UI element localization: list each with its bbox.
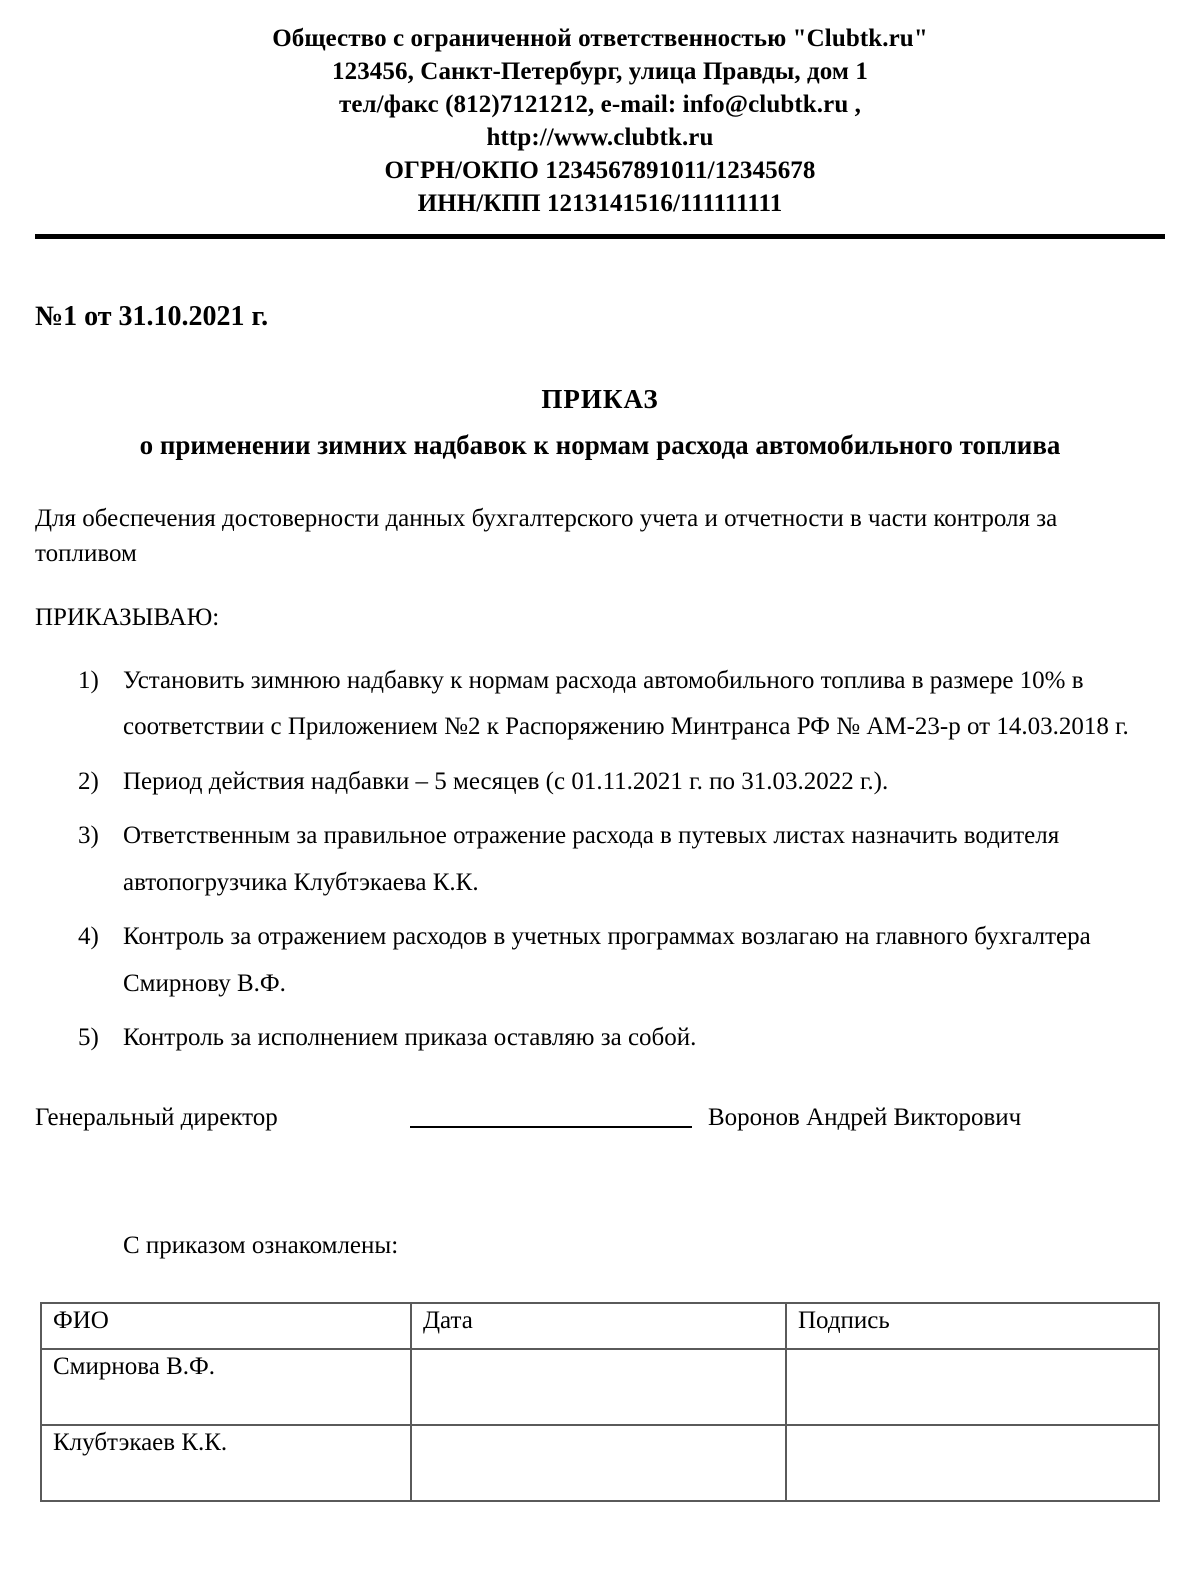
clause-text: Контроль за отражением расходов в учетных программах возлагаю на главного бухгалтера Смирнову В.Ф.	[123, 923, 1091, 997]
page-title: ПРИКАЗ	[541, 384, 659, 414]
signatory-role: Генеральный директор	[35, 1103, 278, 1131]
list-item	[78, 658, 1163, 751]
clause-marker: 5)	[78, 1024, 99, 1052]
acknowledgement-label: С приказом ознакомлены:	[123, 1231, 399, 1259]
cell-date[interactable]	[411, 1425, 786, 1501]
column-header-fio: ФИО	[41, 1303, 411, 1349]
cell-signature[interactable]	[786, 1425, 1159, 1501]
clause-marker: 2)	[78, 767, 99, 795]
header-divider	[35, 234, 1165, 239]
cell-fio: Клубтэкаев К.К.	[41, 1425, 411, 1501]
table-row	[41, 1425, 1159, 1501]
clause-text: Контроль за исполнением приказа оставляю за собой.	[123, 1024, 697, 1052]
letterhead	[0, 0, 1200, 220]
signature-line	[410, 1100, 692, 1128]
list-item	[78, 813, 1163, 906]
clause-list	[0, 658, 1200, 1062]
list-item	[78, 914, 1163, 1007]
clause-text: Ответственным за правильное отражение расхода в путевых листах назначить водителя автопогрузчика Клубтэкаева К.К.	[123, 822, 1060, 896]
cell-date[interactable]	[411, 1349, 786, 1425]
page-subtitle: о применении зимних надбавок к нормам расхода автомобильного топлива	[139, 430, 1061, 461]
column-header-date: Дата	[411, 1303, 786, 1349]
title-block	[0, 380, 1200, 465]
acknowledgement-table	[40, 1302, 1160, 1502]
table-row	[41, 1349, 1159, 1425]
signatory-name: Воронов Андрей Викторович	[708, 1103, 1022, 1131]
list-item	[78, 759, 1163, 806]
list-item	[78, 1015, 1163, 1062]
column-header-signature: Подпись	[786, 1303, 1159, 1349]
clause-text: Период действия надбавки – 5 месяцев (с 01.11.2021 г. по 31.03.2022 г.).	[123, 767, 889, 795]
signature-row	[35, 1100, 1095, 1132]
clause-marker: 4)	[78, 923, 99, 951]
clause-marker: 1)	[78, 666, 99, 694]
cell-fio: Смирнова В.Ф.	[41, 1349, 411, 1425]
letterhead-website: http://www.clubtk.ru	[486, 124, 714, 151]
table-header-row	[41, 1303, 1159, 1349]
letterhead-contacts: тел/факс (812)7121212, e-mail: info@clubtk.ru ,	[338, 91, 862, 118]
cell-signature[interactable]	[786, 1349, 1159, 1425]
document-number-date: №1 от 31.10.2021 г.	[35, 301, 269, 332]
clause-marker: 3)	[78, 822, 99, 850]
letterhead-company-name: Общество с ограниченной ответственностью "Clubtk.ru"	[272, 25, 928, 52]
letterhead-ogrn-okpo: ОГРН/ОКПО 1234567891011/12345678	[384, 157, 816, 184]
preamble-text: Для обеспечения достоверности данных бухгалтерского учета и отчетности в части контроля за топливом	[35, 504, 1058, 568]
letterhead-address: 123456, Санкт-Петербург, улица Правды, дом 1	[332, 58, 868, 85]
order-keyword: ПРИКАЗЫВАЮ:	[35, 603, 220, 631]
letterhead-inn-kpp: ИНН/КПП 1213141516/111111111	[417, 190, 783, 217]
clause-text: Установить зимнюю надбавку к нормам расхода автомобильного топлива в размере 10% в соответствии с Приложением №2 к Распоряжению Минтранса РФ № АМ-23-р от 14.03.2018 г.	[123, 666, 1129, 741]
